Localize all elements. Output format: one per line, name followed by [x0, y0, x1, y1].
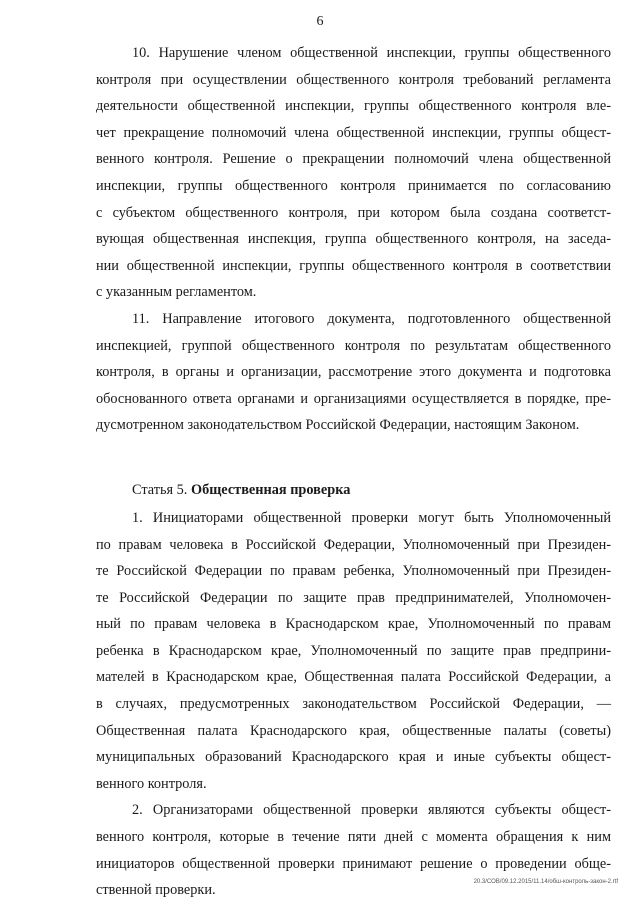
text-line: в случаях, предусмотренных законодательством Российской Федерации, — — [96, 696, 611, 713]
text-line: контроля, в органы и организации, рассмотрение этого документа и подготовка — [96, 364, 611, 381]
paragraph — [96, 797, 611, 903]
paragraphs-section — [96, 40, 611, 439]
text-line: ребенка в Краснодарском крае, Уполномоченный по защите прав предприни- — [96, 642, 611, 659]
text-line: венного контроля, которые в течение пяти дней с момента обращения к ним — [96, 829, 611, 846]
text-line: инициаторов общественной проверки принимают решение о проведении обще- — [96, 855, 611, 872]
text-line: инспекцией, группой общественного контроля по результатам общественного — [96, 337, 611, 354]
text-line: венного контроля. — [96, 775, 207, 792]
page-number: 6 — [316, 14, 324, 29]
text-line: муниципальных образований Краснодарского края и иные субъекты общест- — [96, 749, 611, 766]
paragraph — [96, 306, 611, 439]
text-line: инспекции, группы общественного контроля принимается по согласованию — [96, 177, 611, 194]
text-line: 1. Инициаторами общественной проверки могут быть Уполномоченный — [132, 509, 611, 526]
text-line: Общественная палата Краснодарского края, общественные палаты (советы) — [96, 722, 611, 739]
article-title: Общественная проверка — [190, 481, 351, 498]
text-line: с указанным регламентом. — [96, 284, 257, 301]
text-line: вующая общественная инспекция, группа общественного контроля, на заседа- — [96, 231, 611, 248]
article-paragraphs-section — [96, 505, 611, 904]
article-prefix: Статья 5. — [132, 481, 188, 498]
paragraph — [96, 40, 611, 306]
text-line: ный по правам человека в Краснодарском крае, Уполномоченный по правам — [96, 616, 611, 633]
text-line: с субъектом общественного контроля, при котором была создана соответст- — [96, 204, 611, 221]
text-line: деятельности общественной инспекции, группы общественного контроля вле- — [96, 98, 611, 115]
text-line: по правам человека в Российской Федерации, Уполномоченный при Президен- — [96, 536, 611, 553]
text-line: нии общественной инспекции, группы общественного контроля в соответствии — [96, 257, 611, 274]
document-body — [96, 40, 611, 904]
text-line: ственной проверки. — [96, 882, 216, 899]
footer-file-stamp: 20.3/СОВ/09.12.2015/11.14/обш-контроль-закон-2.rtf — [473, 879, 618, 885]
text-line: те Российской Федерации по защите прав предпринимателей, Уполномочен- — [96, 589, 611, 606]
text-line: 10. Нарушение членом общественной инспекции, группы общественного — [132, 45, 611, 61]
text-line: контроля при осуществлении общественного контроля требований регламента — [96, 71, 611, 88]
text-line: 11. Направление итогового документа, подготовленного общественной — [132, 310, 611, 327]
text-line: 2. Организаторами общественной проверки являются субъекты общест- — [132, 802, 611, 819]
section-gap — [96, 439, 611, 475]
text-line: дусмотренном законодательством Российской Федерации, настоящим Законом. — [96, 417, 580, 434]
text-line: те Российской Федерации по правам ребенка, Уполномоченный при Президен- — [96, 563, 611, 580]
text-line: венного контроля. Решение о прекращении полномочий члена общественной — [96, 151, 611, 168]
text-line: обоснованного ответа органами и организациями осуществляется в порядке, пре- — [96, 390, 611, 407]
paragraph — [96, 505, 611, 798]
text-line: чет прекращение полномочий члена общественной инспекции, группы общест- — [96, 124, 611, 141]
text-line: мателей в Краснодарском крае, Общественная палата Российской Федерации, а — [96, 669, 611, 686]
article-heading — [96, 475, 611, 505]
